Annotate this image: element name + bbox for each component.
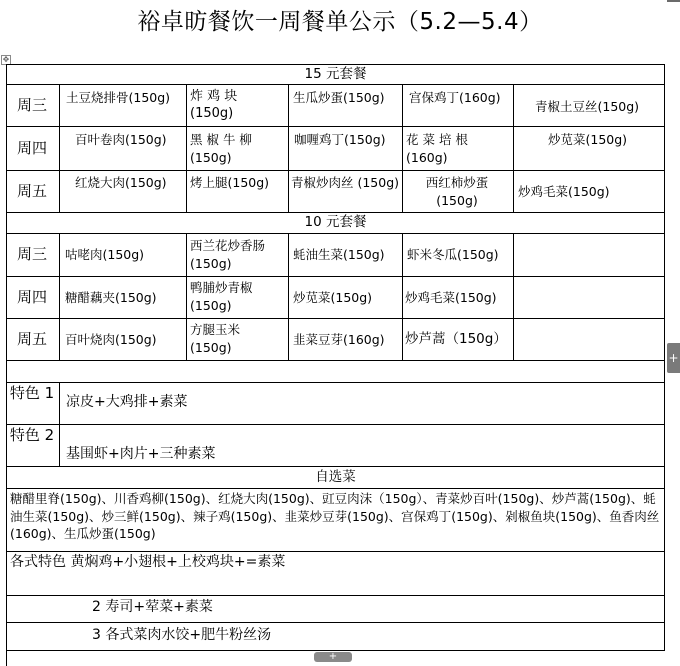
- dish-cell: [190, 88, 284, 122]
- rule: [6, 466, 665, 467]
- dish-cell: 青椒土豆丝(150g): [535, 99, 640, 114]
- rule: [6, 170, 665, 171]
- rule: [288, 84, 289, 212]
- dish-name: 炸 鸡 块 (150g): [190, 89, 238, 121]
- optional-header: 自选菜: [315, 469, 356, 485]
- day-label: 周四: [16, 288, 47, 306]
- dish-cell: 咕咾肉(150g): [65, 247, 145, 262]
- rule: [6, 595, 665, 596]
- rule: [6, 622, 665, 623]
- rule: [6, 212, 665, 213]
- rule: [59, 382, 60, 466]
- dish-cell: 土豆烧排骨(150g): [66, 90, 171, 105]
- dish-cell: 青椒炒肉丝 (150g): [290, 175, 400, 190]
- rule: [513, 233, 514, 360]
- rule: [6, 276, 665, 277]
- special-label: 特色 1: [9, 384, 55, 402]
- dish-cell: [190, 131, 284, 167]
- rule: [59, 233, 60, 360]
- rule: [6, 84, 665, 85]
- dish-cell: 炒鸡毛菜(150g): [405, 290, 497, 305]
- dish-cell: 烤上腿(150g): [190, 175, 270, 190]
- dish-name: 黑 椒 牛 柳 (150g): [190, 132, 252, 165]
- dish-cell: 百叶烧肉(150g): [65, 332, 157, 347]
- rule: [6, 382, 665, 383]
- dish-cell: 百叶卷肉(150g): [75, 132, 167, 147]
- dish-cell: 方腿玉米 (150g): [190, 322, 241, 355]
- extra-item: 2 寿司+荤菜+素菜: [92, 599, 213, 615]
- dish-cell: 炒芦蒿（150g）: [405, 331, 507, 347]
- day-label: 周五: [16, 330, 47, 348]
- day-label: 周五: [16, 182, 47, 200]
- set10-header: 10 元套餐: [304, 214, 367, 230]
- set15-header: 15 元套餐: [304, 66, 367, 82]
- dish-cell: 虾米冬瓜(150g): [407, 247, 499, 262]
- dish-cell: 西兰花炒香肠 (150g): [190, 238, 266, 271]
- dish-cell: 咖喱鸡丁(150g): [294, 132, 386, 147]
- dish-cell: 西红柿炒蛋 (150g): [425, 175, 489, 208]
- frame-corner: [667, 0, 680, 2]
- dish-cell: [406, 131, 510, 167]
- rule: [6, 551, 665, 552]
- dish-cell: 炒苋菜(150g): [548, 132, 628, 147]
- rule: [6, 650, 665, 651]
- dish-cell: 蚝油生菜(150g): [293, 247, 385, 262]
- dish-cell: 鸭脯炒青椒 (150g): [190, 280, 253, 313]
- dish-cell: 炒苋菜(150g): [293, 290, 373, 305]
- add-column-button[interactable]: +: [667, 343, 680, 373]
- rule: [186, 233, 187, 360]
- special-content: 凉皮+大鸡排+素菜: [66, 394, 188, 410]
- dish-cell: 糖醋藕夹(150g): [65, 290, 157, 305]
- dish-cell: 韭菜豆芽(160g): [293, 332, 385, 347]
- dish-cell: 红烧大肉(150g): [75, 175, 167, 190]
- dish-cell: 生瓜炒蛋(150g): [293, 90, 385, 105]
- special-label: 特色 2: [9, 426, 55, 444]
- day-label: 周四: [16, 139, 47, 157]
- extra-item: 各式特色 黄焖鸡+小翅根+上校鸡块+=素菜: [10, 554, 286, 570]
- add-row-button[interactable]: +: [314, 652, 352, 662]
- page-title: 裕卓昉餐饮一周餐单公示（5.2—5.4）: [137, 9, 543, 35]
- rule: [59, 84, 60, 212]
- rule: [513, 84, 514, 212]
- rule: [6, 64, 665, 65]
- rule: [6, 488, 665, 489]
- rule: [288, 233, 289, 360]
- day-label: 周三: [16, 245, 47, 263]
- dish-cell: 炒鸡毛菜(150g): [518, 184, 610, 199]
- rule: [186, 84, 187, 212]
- table-move-handle-icon[interactable]: ✥: [2, 55, 10, 64]
- rule: [402, 233, 403, 360]
- rule: [6, 233, 665, 234]
- day-label: 周三: [16, 96, 47, 114]
- rule: [6, 360, 665, 361]
- rule: [6, 126, 665, 127]
- rule: [664, 64, 665, 651]
- optional-dish-list: 糖醋里脊(150g)、川香鸡柳(150g)、红烧大肉(150g)、豇豆肉沫（150g）、青菜炒百叶(150g)、炒芦蒿(150g)、蚝油生菜(150g)、炒三鲜(150g)、辣子鸡(150g)、韭菜炒豆芽(150g)、宫保鸡丁(150g)、剁椒鱼块(150g)、鱼香肉丝(160g)、生瓜炒蛋(150g): [10, 491, 660, 541]
- rule: [6, 424, 665, 425]
- rule: [6, 318, 665, 319]
- dish-cell: 宫保鸡丁(160g): [409, 90, 501, 105]
- special-content: 基围虾+肉片+三种素菜: [66, 446, 216, 462]
- dish-name: 花 菜 培 根 (160g): [406, 132, 468, 165]
- extra-item: 3 各式菜肉水饺+肥牛粉丝汤: [92, 627, 272, 643]
